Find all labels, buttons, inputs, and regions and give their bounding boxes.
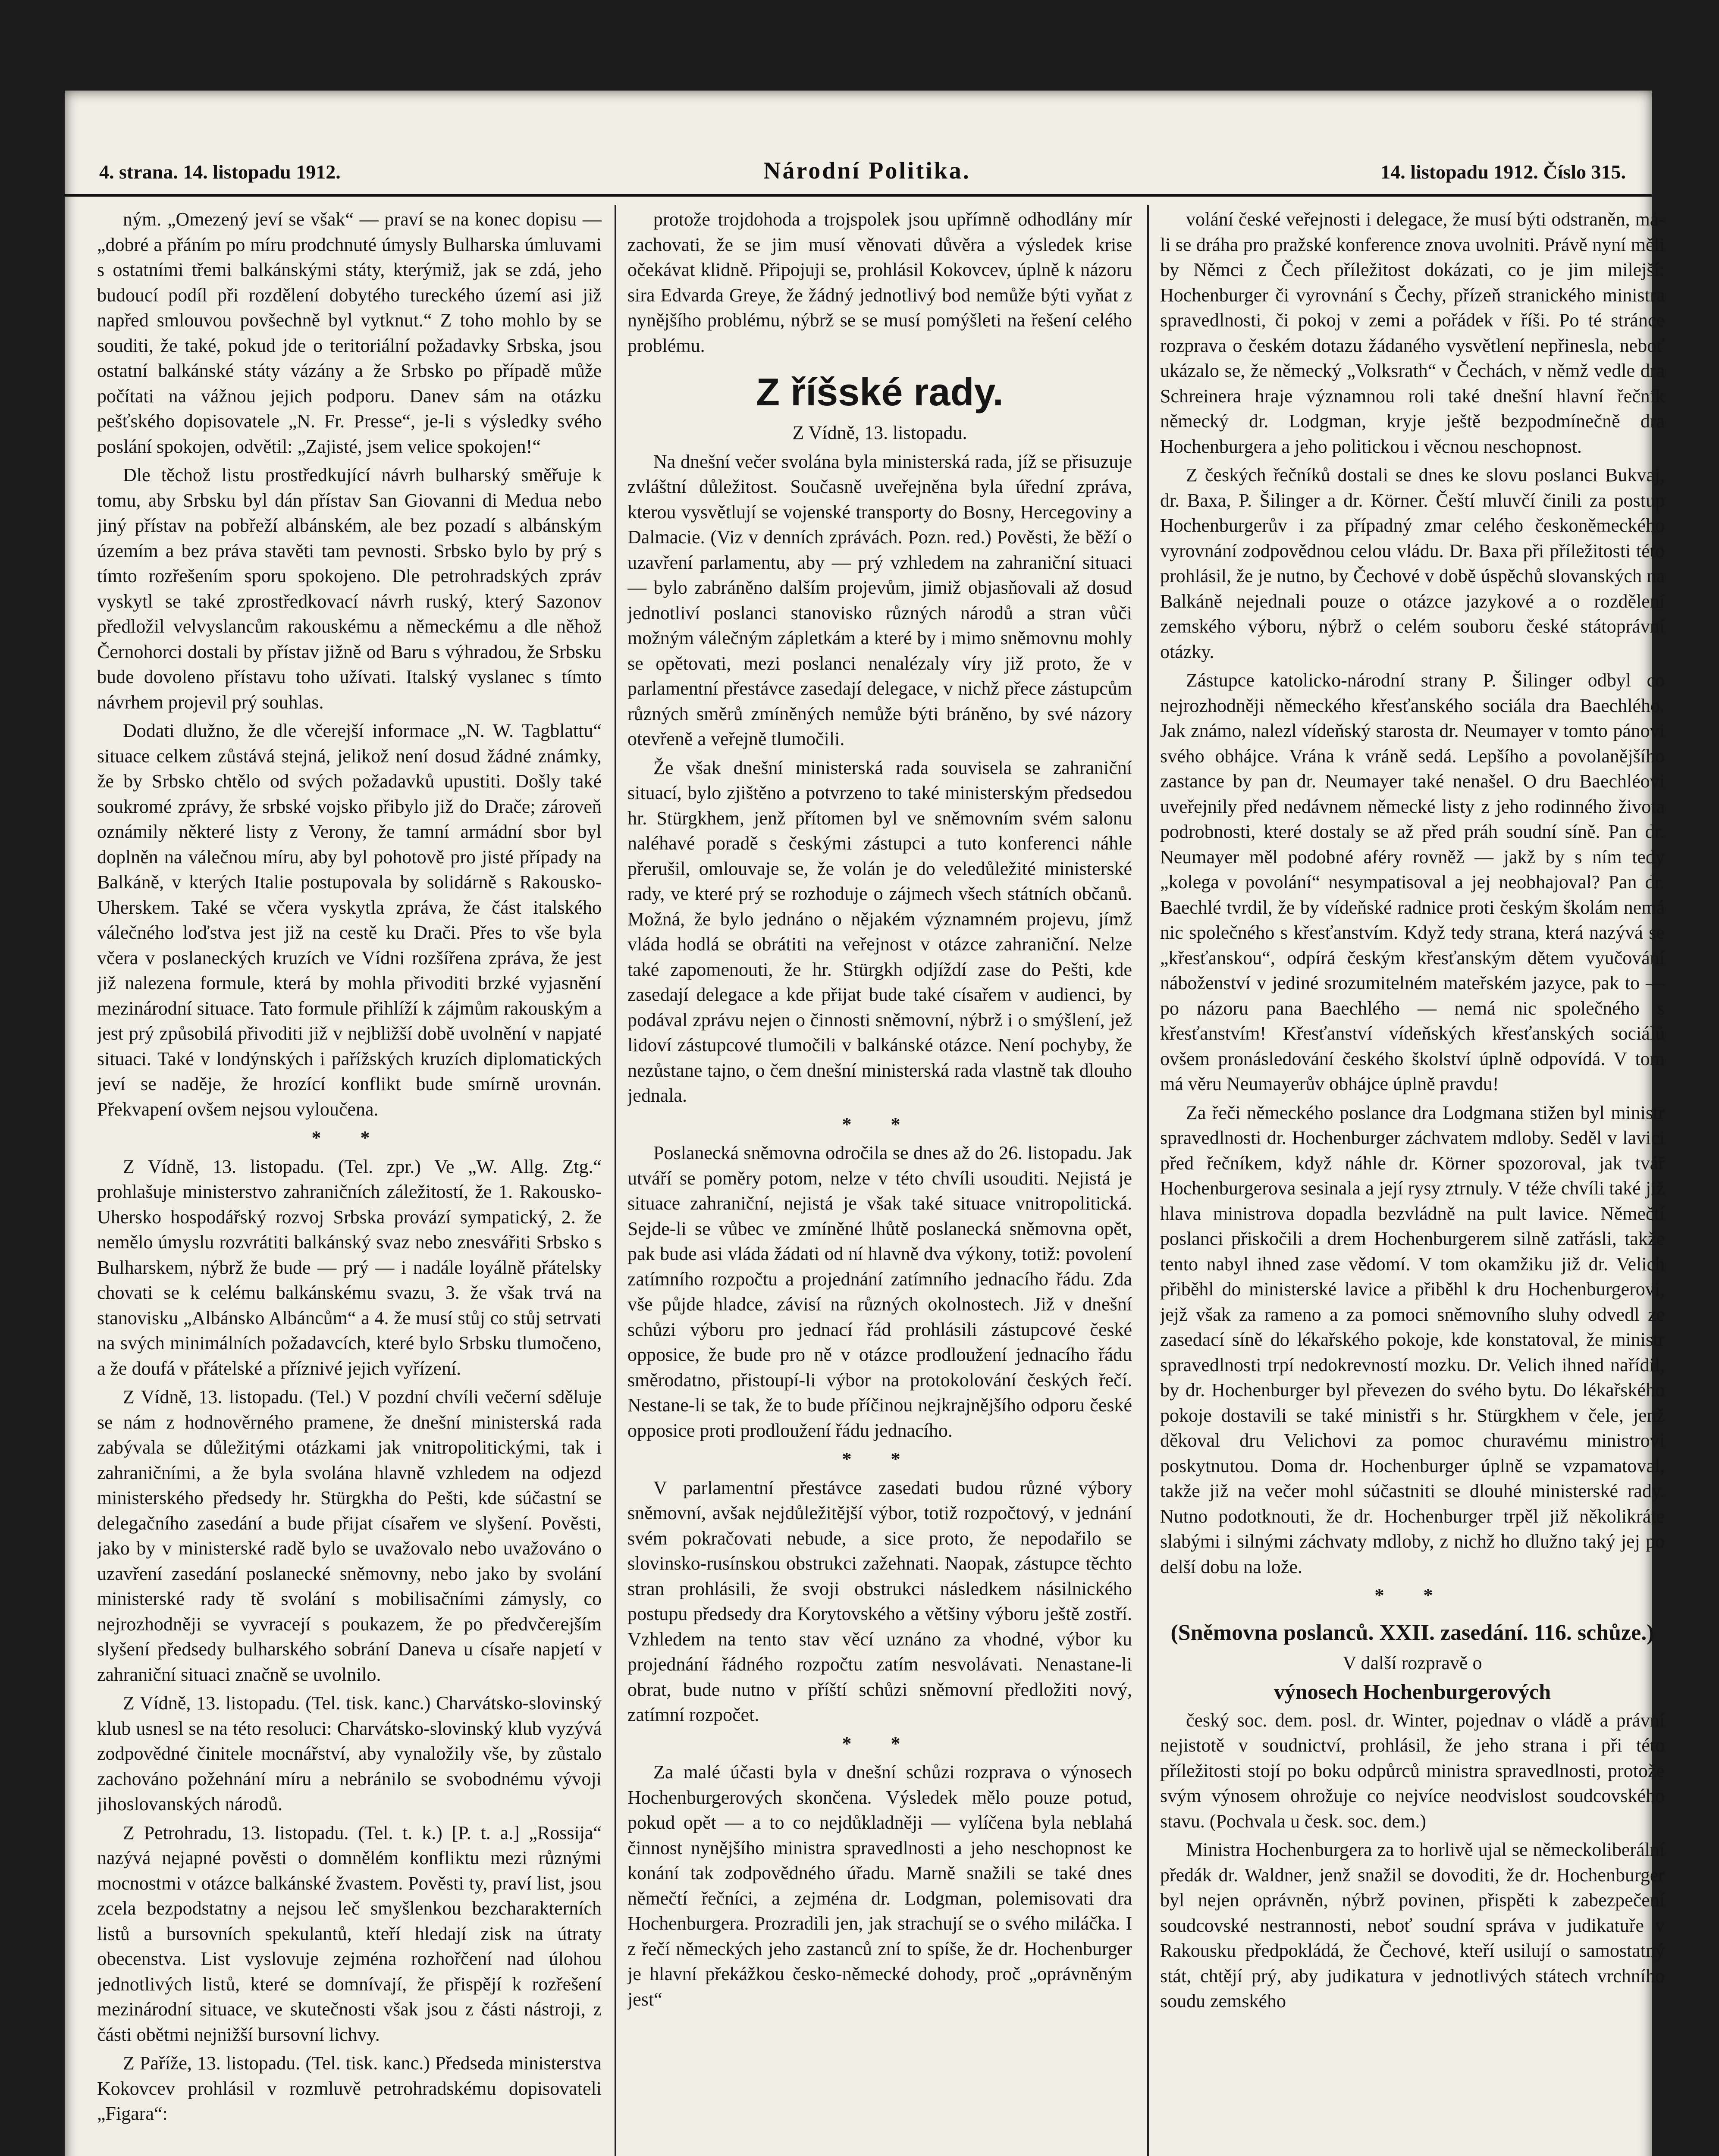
col2-paragraph-1: protože trojdohoda a trojspolek jsou upřímně odhodlány mír zachovati, že se jim musí věnovati důvěra a výsledek krise očekávat klidně. Připojuji se, prohlásil Kokovcev, úplně k názoru sira Edvarda Greye, že žádný jednotlivý bod nemůže býti vyňat z nynějšího problému, nýbrž se se musí pomýšleti na řešení celého problému. [627, 209, 1132, 356]
col2-paragraph-3: Že však dnešní ministerská rada souvisela se zahraniční situací, bylo zjištěno a potvrzeno to také ministerským předsedou hr. Stürgkhem, jenž přítomen byl ve sněmovním svém salonu naléhavé poradě s českými zástupci a tuto konferenci náhle přerušil, omlouvaje se, že volán je do veledůležité ministerské rady, ve které prý se rozhoduje o zájmech všech státních občanů. Možná, že bylo jednáno o nějakém významném projevu, jímž vláda hodlá se obrátiti na veřejnost v otázce zahraniční. Nelze také zapomenouti, že hr. Stürgkh odjíždí zase do Pešti, kde zasedají delegace a kde přijat bude také císařem v audienci, by podával zprávu nejen o činnosti sněmovní, nýbrž i o smýšlení, jež lidoví zástupcové tlumočili v balkánské otázce. Není pochyby, že nezůstane tajno, o čem dnešní ministerská rada vlastně tak dlouho jednala. [627, 757, 1132, 1106]
col3-paragraph-1: volání české veřejnosti i delegace, že musí býti odstraněn, má-li se dráha pro pražské konference znova uvolniti. Právě nyní měli by Němci z Čech příležitost dokázati, co je jim milejší: Hochenburger či vyrovnání s Čechy, přízeň stranického ministra spravedlnosti, či pokoj v zemi a pořádek v říši. Po té stránce rozprava o českém dotazu žádaného vysvětlení nepřinesla, neboť ukázalo se, že německý „Volksrath“ v Čechách, v němž vedle dra Schreinera hraje významnou roli také dnešní hlavní řečník německý dr. Lodgman, kryje ještě bezpodmínečně dra Hochenburgera a jeho politickou i věcnou neschopnost. [1160, 209, 1665, 457]
section-separator: * * [842, 1113, 918, 1135]
header-page-number-date: 4. strana. 14. listopadu 1912. [99, 161, 341, 183]
col3-paragraph-3: Zástupce katolicko-národní strany P. Šilinger odbyl co nejrozhodněji německého křesťanského sociála dra Baechlého. Jak známo, nalezl vídeňský starosta dr. Neumayer v tomto pánovi svého obhájce. Vrána k vráně sedá. Lepšího a povolanějšího zastance by pan dr. Neumayer také nenašel. O dru Baechléovi uveřejnily před nedávnem německé listy z jeho rodinného života podrobnosti, které dostaly se až před práh soudní síně. Pan dr. Neumayer měl podobné aféry rovněž — jakž by s ním tedy „kolega v povolání“ nesympatisoval a jej neobhajoval? Pan dr. Baechlé tvrdil, že by vídeňské radnice proti českým školám nemá nic společného s křesťanstvím. Když tedy strana, která nazývá se „křesťanskou“, odpírá českým křesťanským dětem vyučování náboženství v jediné srozumitelném mateřském jazyce, pak to — po názoru pana Baechlého — nemá nic společného s křesťanstvím! Křesťanství vídeňských křesťanských sociálů ovšem pronásledování českého školství úplně odpovídá. V tom má věru Neumayerův obhájce úplně pravdu! [1160, 670, 1665, 1094]
subsection-intro: V další rozpravě o [1343, 1652, 1482, 1673]
col1-paragraph-5: Z Vídně, 13. listopadu. (Tel.) V pozdní chvíli večerní sděluje se nám z hodnověrného pramene, že dnešní ministerská rada zabývala se důležitými otázkami jak vnitropolitickými, tak i zahraničními, a že byla svolána hlavně vzhledem na odjezd ministerského předsedy hr. Stürgkha do Pešti, kde súčastní se delegačního zasedání a bude přijat císařem ve slyšení. Pověsti, jako by v ministerské radě bylo se uvažovalo nebo uvažováno o uzavření zasedání poslanecké sněmovny, nebo jako by svolání ministerské rady tě svolání s mobilisačními zámysly, co nejrozhodněji se vyvracejí s poukazem, že po předvčerejším slyšení předsedy bulharského sobrání Daneva u císaře napjetí v zahraniční situaci značně se uvolnilo. [97, 1386, 602, 1685]
column-3 [1160, 207, 1665, 2156]
col1-paragraph-3: Dodati dlužno, že dle včerejší informace „N. W. Tagblattu“ situace celkem zůstává stejná, jelikož není dosud žádné známky, že by Srbsko chtělo od svých požadavků upustiti. Došly také soukromé zprávy, že srbské vojsko přibylo již do Drače; zároveň oznámily některé listy z Verony, že tamní armádní sbor byl doplněn na válečnou míru, aby byl pohotově pro jisté případy na Balkáně, v kterých Italie postupovala by solidárně s Rakousko-Uherskem. Také se včera vyskytla zpráva, že část italského válečného loďstva jest již na cestě ku Drači. Přes to vše byla včera v poslaneckých kruzích ve Vídni rozšířena zpráva, že jest již nalezena formule, která by mohla přivoditi brzké vyjasnění mezinárodní situace. Tato formule přihlíží k zájmům rakouským a jest prý způsobilá přivoditi již v nejbližší době uvolnění v napjaté situaci. Také v londýnských i pařížských kruzích diplomatických jeví se naděje, že hrozící konflikt bude smírně urovnán. Překvapení ovšem nejsou vyloučena. [97, 720, 602, 1120]
session-heading: (Sněmovna poslanců. XXII. zasedání. 116. schůze.) [1170, 1620, 1654, 1645]
section-separator: * * [842, 1733, 918, 1754]
column-divider-2 [1147, 205, 1149, 2156]
col1-paragraph-1: ným. „Omezený jeví se však“ — praví se na konec dopisu — „dobré a přáním po míru prodchnuté úmysly Bulharska úmluvami s ostatními třemi balkánskými státy, kterýmiž, jak se zdá, jeho budoucí podíl při rozdělení dobytého tureckého území asi již napřed smlouvou povšechně byl vytknut.“ Z toho mohlo by se souditi, že také, pokud jde o teritoriální požadavky Srbska, jsou ostatní balkánské státy vázány a že Srbsko po případě může počítati na vážnou jejich podporu. Danev sám na otázku pešťského dopisovatele „N. Fr. Presse“, je-li s výsledky svého poslání spokojen, odvětil: „Zajisté, jsem velice spokojen!“ [97, 209, 602, 457]
subsection-heading: výnosech Hochenburgerových [1274, 1680, 1551, 1704]
col1-paragraph-2: Dle těchož listu prostředkující návrh bulharský směřuje k tomu, aby Srbsku byl dán přístav San Giovanni di Medua nebo jiný přístav na pobřeží albánském, ale bez pozadí s albánským územím a bez práva stavěti tam pevnosti. Srbsko bylo by prý s tímto rozřešením sporu spokojeno. Dle petrohradských zpráv vyskytl se také zprostředkovací návrh ruský, který Sazonov předložil velvyslancům rakouskému a německému a dle něhož Černohorci dostali by přístav jižně od Baru s výhradou, že Srbsku bude dovoleno přístavu toho užívati. Italský vyslanec s tímto návrhem projevil prý souhlas. [97, 464, 602, 713]
section-separator: * * [311, 1127, 387, 1148]
header-date-issue: 14. listopadu 1912. Číslo 315. [1380, 161, 1626, 183]
column-2 [627, 207, 1132, 2156]
article-dateline: Z Vídně, 13. listopadu. [792, 422, 967, 443]
section-separator: * * [1374, 1585, 1450, 1606]
col1-paragraph-7: Z Petrohradu, 13. listopadu. (Tel. t. k.) [P. t. a.] „Rossija“ nazývá nejapné pověsti o domnělém konfliktu mezi různými mocnostmi v otázce balkánské žvastem. Pověsti ty, praví list, jsou zcela bezpodstatny a nejsou leč smyšlenkou bezcharakterních listů a bursovních spekulantů, kteří hledají zisk na útraty obecenstva. List vyslovuje zejména rozhořčení nad úlohou jednotlivých listů, které se domnívají, že přispějí k rozřešení mezinárodní situace, ve skutečnosti však jsou z části nástroji, z části obětmi nejnižší bursovní lichvy. [97, 1822, 602, 2045]
col1-paragraph-4: Z Vídně, 13. listopadu. (Tel. zpr.) Ve „W. Allg. Ztg.“ prohlašuje ministerstvo zahraničních záležitostí, že 1. Rakousko-Uhersko hospodářský rozvoj Srbska provází sympatický, 2. že nemělo úmyslu rozvrátiti balkánský svaz nebo znesvářiti Srbsko s Bulharskem, nýbrž že bude — prý — i nadále loyálně přátelsky chovati se k celému balkánskému svazu, 3. že však trvá na stanovisku „Albánsko Albáncům“ a 4. že musí stůj co stůj setrvati na svých minimálních požadavcích, které bylo Srbsku tlumočeno, a že doufá v přátelské a příznivé jejich vyřízení. [97, 1156, 602, 1379]
col3-paragraph-2: Z českých řečníků dostali se dnes ke slovu poslanci Bukvaj, dr. Baxa, P. Šilinger a dr. Körner. Čeští mluvčí činili za postup Hochenburgerův i za případný zmar celého českoněmeckého vyrovnání zodpovědnou celou vládu. Dr. Baxa při příležitosti této prohlásil, že je nutno, by Čechové v době úspěchů slovanských na Balkáně nejednali pouze o otázce jazykové a o rozdělení zemského výboru, nýbrž o celém souboru české státoprávní otázky. [1160, 464, 1665, 662]
newspaper-page [65, 91, 1665, 2156]
page-header [65, 151, 1652, 197]
col2-paragraph-6: Za malé účasti byla v dnešní schůzi rozprava o výnosech Hochenburgerových skončena. Výsledek mělo pouze potud, pokud opět — a to co nejdůkladněji — vylíčena byla neblahá činnost nynějšího ministra spravedlnosti a jeho neschopnost ke konání tak zodpovědného úřadu. Marně snažili se také dnes němečtí řečníci, a zejména dr. Lodgman, polemisovati dra Hochenburgera. Prozradili jen, jak strachují se o svého miláčka. I z řečí německých jeho zastanců zní to spíše, že dr. Hochenburger je hlavní překážkou česko-německé dohody, proč „oprávněným jest“ [627, 1761, 1132, 2010]
article-title: Z říšské rady. [756, 371, 1004, 414]
column-divider-1 [615, 205, 616, 2156]
col3-paragraph-5: český soc. dem. posl. dr. Winter, pojednav o vládě a právní nejistotě v soudnictví, prohlásil, že jeho strana i při této příležitosti stojí po boku odpůrců ministra spravedlnosti, protože svým výnosem ohrožuje co nejvíce neodvislost soudcovského stavu. (Pochvala u česk. soc. dem.) [1160, 1709, 1665, 1832]
col1-paragraph-6: Z Vídně, 13. listopadu. (Tel. tisk. kanc.) Charvátsko-slovinský klub usnesl se na této resoluci: Charvátsko-slovinský klub vyzývá zodpovědné činitele mocnářství, aby vynaložily vše, by zůstalo zachováno požehnání míru a nebránilo se svobodnému vývoji jihoslovanských národů. [97, 1692, 602, 1814]
col3-paragraph-6: Ministra Hochenburgera za to horlivě ujal se německoliberální předák dr. Waldner, jenž snažil se dovoditi, že dr. Hochenburger byl nejen oprávněn, nýbrž povinen, přispěti k zabezpečení soudcovské nestrannosti, neboť soudní správa v judikatuře v Rakousku předpokládá, že Čechové, kteří usilují o samostatný stát, chtějí prý, aby judikatura v jednotlivých státech vrchního soudu zemského [1160, 1839, 1665, 2012]
masthead-title: Národní Politika. [763, 157, 971, 184]
col3-paragraph-4: Za řeči německého poslance dra Lodgmana stižen byl ministr spravedlnosti dr. Hochenburger záchvatem mdloby. Seděl v lavici před řečníkem, když náhle dr. Körner spozoroval, jak tvář Hochenburgerova sesinala a její rysy ztrnuly. V téže chvíli také již hlava ministrova dopadla bezvládně na pult lavice. Němečtí poslanci přiskočili a drem Hochenburgerem silně zatřásli, takže tento nabyl ihned zase vědomí. V tom okamžiku již dr. Velich přiběhl do ministerské lavice a přiběhl k dru Hochenburgerovi, jejž však za rameno a za pomoci sněmovního sluhy odvedl ze zasedací síně do lékařského pokoje, kde konstatoval, že ministr spravedlnosti trpí nedokrevností mozku. Dr. Velich ihned nařídil, by dr. Hochenburger byl převezen do svého bytu. Do lékařského pokoje dostavili se také ministři s hr. Stürgkhem v čele, jenž děkoval dru Velichovi za pomoc churavému ministrovi poskytnutou. Doma dr. Hochenburger úplně se vzpamatoval, takže již na večer mohl súčastniti se dlouhé ministerské rady. Nutno podotknouti, že dr. Hochenburger trpěl již několikráte slabými i silnými záchvaty mdloby, z nichž ho dlužno taký jej po delší dobu na lože. [1160, 1102, 1665, 1577]
col2-paragraph-4: Poslanecká sněmovna odročila se dnes až do 26. listopadu. Jak utváří se poměry potom, nelze v této chvíli usouditi. Nejistá je situace zahraniční, nejistá je však také situace vnitropolitická. Sejde-li se vůbec ve zmíněné lhůtě poslanecká sněmovna opět, pak bude asi vláda žádati od ní hlavně dva výkony, totiž: povolení zatímního rozpočtu a projednání zatímního jednacího řádu. Zda vše půjde hladce, závisí na různých okolnostech. Již v dnešní schůzi výboru pro jednací řád prohlásili zástupcové české opposice, že bude pro ně v otázce prodloužení jednacího řádu směrodatno, přistoupí-li výbor na protokolování českých řečí. Nestane-li se tak, že to bude příčinou nejkrajnějšího odporu české opposice proti prodloužení řádu jednacího. [627, 1142, 1132, 1441]
col2-paragraph-2: Na dnešní večer svolána byla ministerská rada, jíž se přisuzuje zvláštní důležitost. Současně uveřejněna byla úřední zpráva, kterou vysvětlují se vojenské transporty do Bosny, Hercegoviny a Dalmacie. (Viz v denních zprávách. Pozn. red.) Pověsti, že běží o uzavření parlamentu, aby — prý vzhledem na zahraniční situaci — bylo zabráněno dalším projevům, jimiž objasňovali až dosud jednotliví poslanci stanovisko různých národů a stran vůči možným válečným zápletkám a které by i mimo sněmovnu mohly se opětovati, mezi poslanci nenalézaly víry již proto, že v parlamentní přestávce zasedají delegace, v nichž přece zástupcům různých směrů zmíněných nemůže býti bráněno, by své názory otevřeně a veřejně tlumočili. [627, 451, 1132, 749]
col1-paragraph-8: Z Paříže, 13. listopadu. (Tel. tisk. kanc.) Předseda ministerstva Kokovcev prohlásil v rozmluvě petrohradskému dopisovateli „Figara“: [97, 2053, 602, 2124]
section-separator: * * [842, 1448, 918, 1470]
col2-paragraph-5: V parlamentní přestávce zasedati budou různé výbory sněmovní, avšak nejdůležitější výbor, totiž rozpočtový, v jednání svém pokračovati nebude, a sice proto, že nepodařilo se slovinsko-rusínskou obstrukci zažehnati. Naopak, zástupce těchto stran prohlásili, že svoji obstrukci následkem násilnického postupu předsedy dra Korytovského a většiny výboru ještě zostří. Vzhledem na tento stav věcí uznáno za vhodné, výbor ku projednání řádného rozpočtu zatím nesvolávati. Nenastane-li obrat, bude nutno v příští schůzi sněmovní předložiti nový, zatímní rozpočet. [627, 1477, 1132, 1725]
column-1 [97, 207, 602, 2156]
